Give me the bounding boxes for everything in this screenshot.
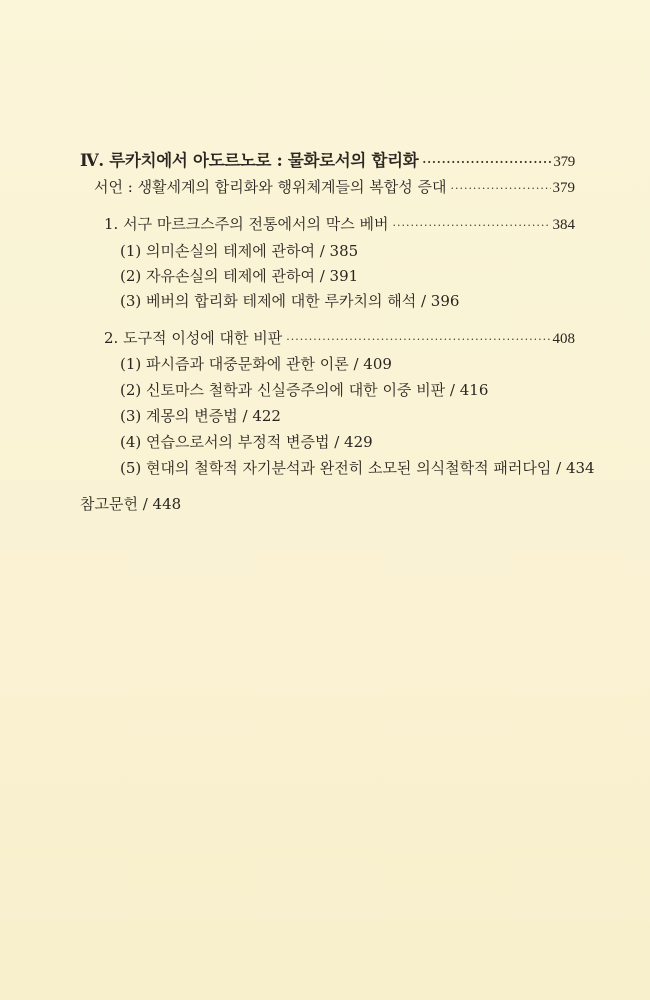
- toc-subsection-entry[interactable]: [120, 457, 595, 479]
- section-title: 2. 도구적 이성에 대한 비판: [104, 329, 283, 347]
- subsection-title: (2) 자유손실의 테제에 관하여 / 391: [120, 267, 359, 285]
- chapter-title: Ⅳ. 루카치에서 아도르노로 : 물화로서의 합리화: [80, 151, 419, 170]
- subsection-title: (5) 현대의 철학적 자기분석과 완전히 소모된 의식철학적 패러다임 / 434: [120, 459, 595, 477]
- section-page-number: 408: [552, 331, 575, 347]
- toc-subsection-entry[interactable]: [120, 353, 392, 375]
- section-page-number: 384: [552, 217, 575, 233]
- toc-section-entry[interactable]: [104, 213, 575, 237]
- dot-leader: [450, 178, 550, 200]
- toc-subsection-entry[interactable]: [120, 379, 488, 401]
- toc-subsection-entry[interactable]: [120, 265, 358, 287]
- subsection-title: (1) 의미손실의 테제에 관하여 / 385: [120, 242, 359, 260]
- subsection-title: (3) 계몽의 변증법 / 422: [120, 407, 281, 425]
- subsection-title: (2) 신토마스 철학과 신실증주의에 대한 이중 비판 / 416: [120, 381, 489, 399]
- intro-page-number: 379: [552, 180, 575, 196]
- toc-subsection-entry[interactable]: [120, 405, 281, 427]
- toc-section-entry[interactable]: [104, 327, 575, 351]
- chapter-page-number: 379: [553, 154, 575, 170]
- toc-subsection-entry[interactable]: [120, 240, 358, 262]
- toc-intro-entry[interactable]: [94, 176, 575, 200]
- subsection-title: (4) 연습으로서의 부정적 변증법 / 429: [120, 433, 373, 451]
- toc-chapter-entry[interactable]: [80, 150, 575, 174]
- dot-leader: [422, 152, 551, 174]
- toc-subsection-entry[interactable]: [120, 290, 459, 312]
- references-title: 참고문헌 / 448: [80, 495, 182, 513]
- dot-leader: [392, 215, 550, 237]
- dot-leader: [286, 329, 550, 351]
- section-title: 1. 서구 마르크스주의 전통에서의 막스 베버: [104, 215, 389, 233]
- subsection-title: (3) 베버의 합리화 테제에 대한 루카치의 해석 / 396: [120, 292, 460, 310]
- toc-references-entry[interactable]: [80, 493, 181, 515]
- toc-subsection-entry[interactable]: [120, 431, 373, 453]
- intro-title: 서언 : 생활세계의 합리화와 행위체계들의 복합성 증대: [94, 178, 447, 196]
- subsection-title: (1) 파시즘과 대중문화에 관한 이론 / 409: [120, 355, 392, 373]
